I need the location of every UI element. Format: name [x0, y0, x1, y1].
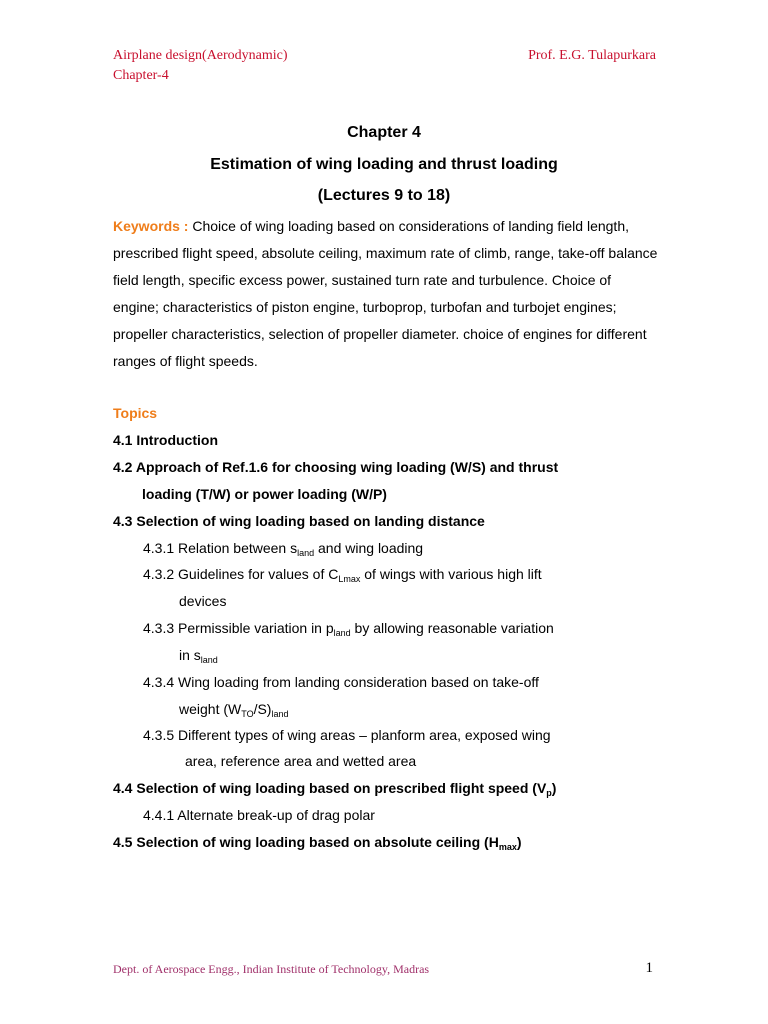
topic-4-2: 4.2 Approach of Ref.1.6 for choosing wing loading (W/S) and thrust: [113, 459, 559, 475]
topic-4-3-2-cont: devices: [179, 593, 227, 609]
topic-4-3-2: 4.3.2 Guidelines for values of $C_{Lmax}$ of wings with various high lift: [143, 566, 542, 584]
keywords-label: Keywords :: [113, 218, 189, 234]
topic-4-3-4: 4.3.4 Wing loading from landing consideration based on take-off: [143, 674, 539, 690]
header-left: [113, 46, 288, 86]
topic-4-3-4-cont: weight $(W_{TO}/S)_{land}$: [179, 701, 289, 719]
footer-institution: Dept. of Aerospace Engg., Indian Institute of Technology, Madras: [113, 962, 430, 976]
page-number: 1: [645, 960, 653, 976]
topic-4-3-1: 4.3.1 Relation between $s_{land}$ and wing loading: [143, 540, 424, 558]
chapter-title: Chapter 4: [347, 124, 421, 141]
topic-4-3-3-cont: in $s_{land}$: [179, 647, 218, 665]
topic-4-3-5-cont: area, reference area and wetted area: [185, 753, 417, 769]
header-chapter: Chapter-4: [113, 68, 169, 83]
topic-4-3: 4.3 Selection of wing loading based on landing distance: [113, 513, 485, 529]
header-author: Prof. E.G. Tulapurkara: [528, 48, 656, 63]
topics-label: Topics: [113, 405, 158, 421]
topic-4-4: 4.4 Selection of wing loading based on prescribed flight speed $(V_p)$: [113, 780, 557, 798]
lectures-title: (Lectures 9 to 18): [317, 187, 451, 204]
keywords-paragraph: [113, 213, 658, 374]
topic-4-5: 4.5 Selection of wing loading based on absolute ceiling $(H_{max})$: [113, 834, 522, 852]
topic-4-2-cont: loading (T/W) or power loading (W/P): [142, 486, 387, 502]
topic-4-4-1: 4.4.1 Alternate break-up of drag polar: [143, 807, 375, 823]
header-course: Airplane design(Aerodynamic): [113, 48, 288, 63]
keywords-text: Choice of wing loading based on considerations of landing field length, prescribed flight speed, absolute ceiling, maximum rate of climb, range, take-off balance field length, specific excess power, sustained turn rate and turbulence. Choice of engine; characteristics of piston engine, turboprop, turbofan and turbojet engines; propeller characteristics, selection of propeller diameter. choice of engines for different ranges of flight speeds.: [113, 218, 658, 369]
topic-4-3-3: 4.3.3 Permissible variation in $p_{land}$ by allowing reasonable variation: [143, 620, 554, 638]
main-title: Estimation of wing loading and thrust loading: [210, 156, 558, 173]
topic-4-1: 4.1 Introduction: [113, 432, 218, 448]
topic-4-3-5: 4.3.5 Different types of wing areas – planform area, exposed wing: [143, 727, 551, 743]
